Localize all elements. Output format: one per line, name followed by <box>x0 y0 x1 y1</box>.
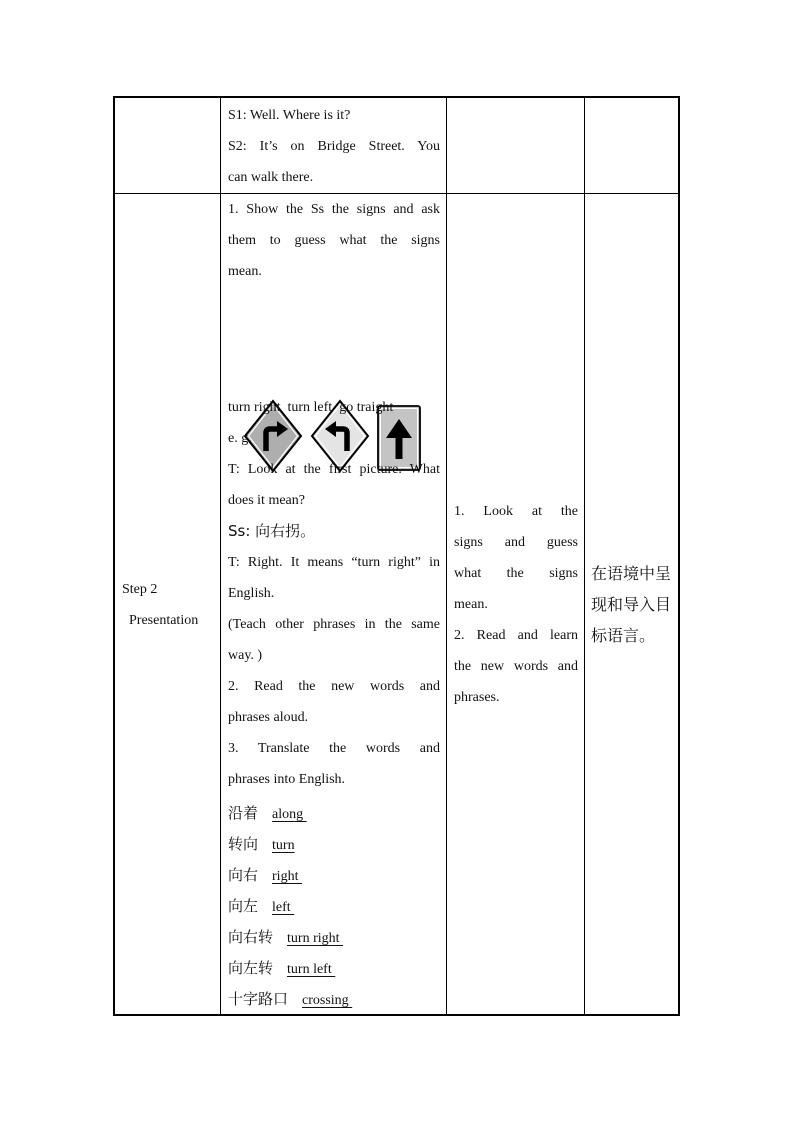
vocab-answer: turn left <box>287 962 336 977</box>
sign-captions: turn right turn left go traight <box>228 400 394 415</box>
student-line: 2. Read and learn <box>454 628 578 643</box>
dialogue-line: Ss: 向右拐。 <box>228 522 316 540</box>
dialogue-line: (Teach other phrases in the same <box>228 617 440 632</box>
student-line: what the signs <box>454 566 578 581</box>
vocab-item <box>228 798 307 830</box>
column-divider-1 <box>220 98 221 1014</box>
dialogue-line: English. <box>228 586 275 601</box>
vocab-answer: left <box>272 900 295 915</box>
purpose-line: 标语言。 <box>591 626 656 645</box>
dialogue-line: T: Right. It means “turn right” in <box>228 555 440 570</box>
vocab-item <box>228 953 335 985</box>
vocab-zh: 向右转 <box>228 928 274 946</box>
student-line: the new words and <box>454 659 578 674</box>
step-name: Presentation <box>129 613 199 628</box>
vocab-zh: 向左 <box>228 897 259 915</box>
lesson-plan-table <box>113 96 680 1016</box>
dialogue-line: way. ) <box>228 648 263 663</box>
vocab-item <box>228 829 295 861</box>
student-line: phrases. <box>454 690 500 705</box>
eg-label: e. g. <box>228 431 252 446</box>
vocab-answer: turn <box>272 838 295 853</box>
column-divider-3 <box>584 98 585 1014</box>
purpose-line: 在语境中呈 <box>591 564 672 583</box>
instruction-line: mean. <box>228 264 262 279</box>
vocab-item <box>228 984 352 1016</box>
row1-line: S2: It’s on Bridge Street. You <box>228 139 440 154</box>
row1-line: can walk there. <box>228 170 314 185</box>
vocab-zh: 转向 <box>228 835 259 853</box>
vocab-item <box>228 891 294 923</box>
vocab-zh: 十字路口 <box>228 990 289 1008</box>
vocab-answer: right <box>272 869 302 884</box>
row1-line: S1: Well. Where is it? <box>228 108 351 123</box>
instruction-line: them to guess what the signs <box>228 233 440 248</box>
vocab-zh: 沿着 <box>228 804 259 822</box>
vocab-answer: along <box>272 807 307 822</box>
instruction-line: 1. Show the Ss the signs and ask <box>228 202 440 217</box>
purpose-line: 现和导入目 <box>591 595 672 614</box>
dialogue-line: does it mean? <box>228 493 305 508</box>
dialogue-line: T: Look at the first picture. What <box>228 462 440 477</box>
vocab-item <box>228 860 302 892</box>
dialogue-line: 3. Translate the words and <box>228 741 440 756</box>
dialogue-line: phrases into English. <box>228 772 346 787</box>
vocab-answer: turn right <box>287 931 344 946</box>
vocab-item <box>228 922 343 954</box>
vocab-zh: 向右 <box>228 866 259 884</box>
vocab-answer: crossing <box>302 993 353 1008</box>
column-divider-2 <box>446 98 447 1014</box>
student-line: signs and guess <box>454 535 578 550</box>
student-line: 1. Look at the <box>454 504 578 519</box>
dialogue-line: 2. Read the new words and <box>228 679 440 694</box>
vocab-zh: 向左转 <box>228 959 274 977</box>
dialogue-line: phrases aloud. <box>228 710 309 725</box>
step-label: Step 2 <box>122 582 158 597</box>
student-line: mean. <box>454 597 488 612</box>
